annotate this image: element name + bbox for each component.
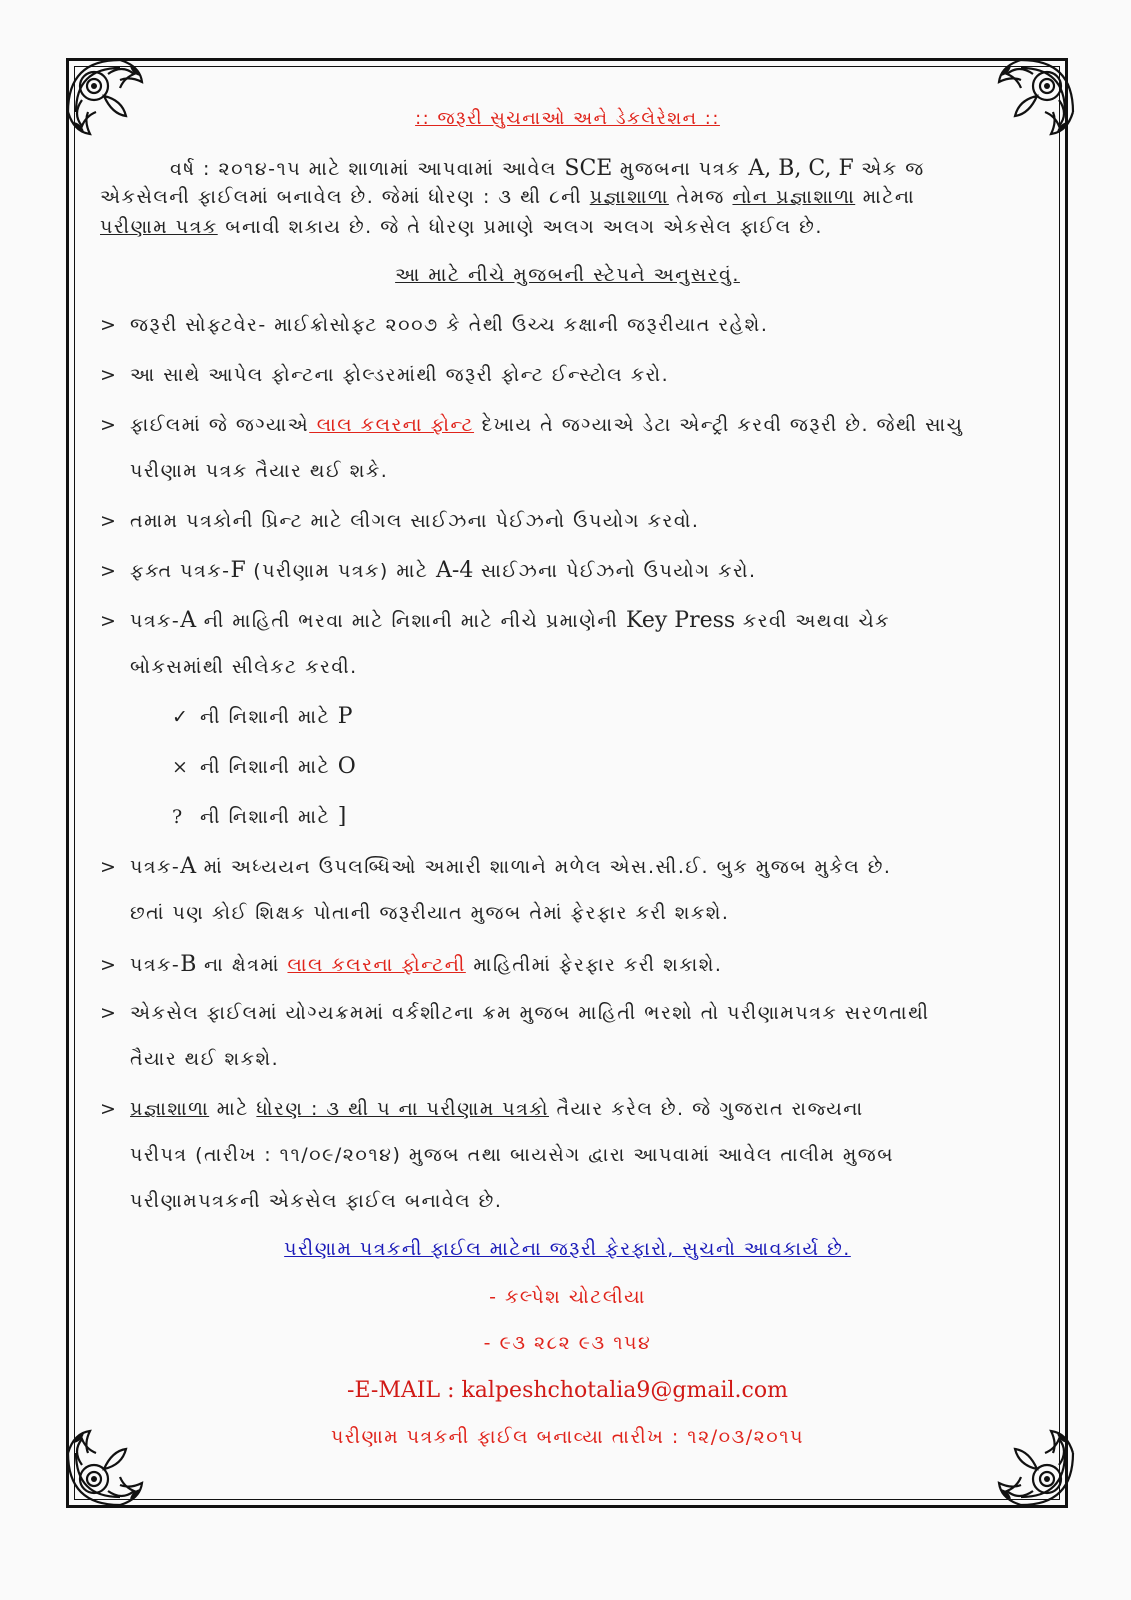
author-name: - કલ્પેશ ચોટલીયા (489, 1286, 646, 1308)
bullet: > (100, 364, 118, 386)
item-text: એકસેલ ફાઈલમાં યોગ્યક્રમમાં વર્કશીટના ક્રમ મુજબ માહિતી ભરશો તો પરીણામપત્રક સરળતાથી (130, 1002, 930, 1024)
bullet: > (100, 314, 118, 336)
intro-line-2 (100, 186, 915, 208)
intro-patrak-list: A, B, C, F (748, 156, 854, 181)
intro-text: તેમજ (676, 186, 725, 208)
bullet: > (100, 1002, 118, 1024)
item-text: જરૂરી સોફ્ટવેર- માઈક્રોસોફ્ટ ૨૦૦૭ કે તેથી ઉચ્ચ કક્ષાની જરૂરીયાત રહેશે. (130, 314, 769, 336)
author-email[interactable]: -E-MAIL : kalpeshchotalia9@gmail.com (347, 1378, 788, 1403)
item-text: માહિતીમાં ફેરફાર કરી શકાશે. (473, 954, 723, 976)
item-text: માટે (216, 1098, 249, 1120)
item-underlined: પ્રજ્ઞાશાળા (130, 1098, 210, 1120)
red-font-highlight: લાલ કલરના ફોન્ટ (309, 414, 475, 436)
check-mark-icon: ✓ (172, 706, 190, 728)
list-item (100, 952, 722, 977)
item-text: તમામ પત્રકોની પ્રિન્ટ માટે લીગલ સાઈઝના પેઈઝનો ઉપયોગ કરવો. (130, 510, 700, 532)
list-item (100, 414, 963, 436)
feedback-note: પરીણામ પત્રકની ફાઈલ માટેના જરૂરી ફેરફારો, સુચનો આવકાર્ય છે. (284, 1238, 851, 1260)
item-text: ફાઈલમાં જે જગ્યાએ (130, 414, 310, 436)
list-item-continuation: પરીપત્ર (તારીખ : ૧૧/૦૯/૨૦૧૪) મુજબ તથા બાયસેગ દ્વારા આપવામાં આવેલ તાલીમ મુજબ (130, 1144, 895, 1166)
corner-ornament-icon (963, 1395, 1081, 1513)
intro-result-patrak: પરીણામ પત્રક (100, 216, 218, 238)
list-item (100, 364, 669, 386)
list-item-continuation: છતાં પણ કોઈ શિક્ષક પોતાની જરૂરીયાત મુજબ તેમાં ફેરફાર કરી શકશે. (130, 902, 730, 924)
intro-non-pragnashala: નોન પ્રજ્ઞાશાળા (732, 186, 856, 208)
item-text: ની નિશાની માટે (200, 806, 331, 828)
item-latin: A (180, 608, 197, 633)
key-mapping-row (172, 704, 353, 729)
item-text: દેખાય તે જગ્યાએ ડેટા એન્ટ્રી કરવી જરૂરી છે. જેથી સાચુ (481, 414, 964, 436)
bullet: > (100, 510, 118, 532)
intro-text: એક જ (861, 158, 925, 180)
intro-line-1 (170, 156, 925, 181)
intro-sce: SCE (564, 156, 613, 181)
list-item (100, 1098, 864, 1120)
list-item-continuation: તૈયાર થઈ શકશે. (130, 1048, 280, 1070)
created-date: પરીણામ પત્રકની ફાઈલ બનાવ્યા તારીખ : ૧૨/૦૩/૨૦૧૫ (330, 1426, 805, 1448)
item-text: પત્રક- (130, 610, 181, 632)
item-latin: A-4 (436, 558, 474, 583)
item-text: ના ક્ષેત્રમાં (204, 954, 280, 976)
item-latin: B (180, 952, 197, 977)
item-text: તૈયાર કરેલ છે. જે ગુજરાત રાજ્યના (556, 1098, 864, 1120)
item-text: પત્રક- (130, 954, 181, 976)
bullet: > (100, 954, 118, 976)
key-mapping-row (172, 804, 346, 829)
bullet: > (100, 560, 118, 582)
red-font-highlight: લાલ કલરના ફોન્ટની (287, 954, 466, 976)
item-text: પત્રક- (130, 856, 181, 878)
page-heading: :: જરૂરી સુચનાઓ અને ડેકલેરેશન :: (415, 108, 720, 129)
item-text: આ સાથે આપેલ ફોન્ટના ફોલ્ડરમાંથી જરૂરી ફોન્ટ ઈન્સ્ટોલ કરો. (130, 364, 670, 386)
item-text: ની નિશાની માટે (200, 706, 331, 728)
list-item-continuation: પરીણામ પત્રક તૈયાર થઈ શકે. (130, 460, 389, 482)
intro-text: બનાવી શકાય છે. જે તે ધોરણ પ્રમાણે અલગ અલગ એકસેલ ફાઈલ છે. (225, 216, 823, 238)
intro-text: મુજબના પત્રક (619, 158, 741, 180)
list-item-continuation: બોકસમાંથી સીલેકટ કરવી. (130, 656, 358, 678)
author-phone: - ૯૩ ૨૮૨ ૯૩ ૧૫૪ (483, 1332, 652, 1354)
item-latin: F (230, 558, 246, 583)
key-letter: O (337, 754, 356, 779)
corner-ornament-icon (60, 1395, 178, 1513)
list-item-continuation: પરીણામપત્રકની એકસેલ ફાઈલ બનાવેલ છે. (130, 1190, 503, 1212)
item-text: માં અધ્યયન ઉપલબ્ધિઓ અમારી શાળાને મળેલ એસ.સી.ઈ. બુક મુજબ મુકેલ છે. (203, 856, 892, 878)
list-item (100, 558, 757, 583)
list-item (100, 510, 699, 532)
key-letter: ] (337, 804, 347, 829)
item-text: ફક્ત પત્રક- (130, 560, 231, 582)
intro-line-3 (100, 216, 823, 238)
list-item (100, 1002, 930, 1024)
key-mapping-row (172, 754, 356, 779)
intro-text: માટેના (862, 186, 916, 208)
item-text: (પરીણામ પત્રક) માટે (253, 560, 429, 582)
list-item (100, 854, 891, 879)
cross-mark-icon: × (172, 756, 190, 778)
item-text: ની માહિતી ભરવા માટે નિશાની માટે નીચે પ્રમાણેની (203, 610, 619, 632)
item-latin: Key Press (626, 608, 736, 633)
steps-heading: આ માટે નીચે મુજબની સ્ટેપને અનુસરવું. (395, 264, 740, 286)
item-text: સાઈઝના પેઈઝનો ઉપયોગ કરો. (480, 560, 757, 582)
item-text: કરવી અથવા ચેક (742, 610, 891, 632)
bullet: > (100, 856, 118, 878)
bullet: > (100, 1098, 118, 1120)
list-item (100, 608, 890, 633)
item-latin: A (180, 854, 197, 879)
intro-text: વર્ષ : ૨૦૧૪-૧૫ માટે શાળામાં આપવામાં આવેલ (170, 158, 557, 180)
item-text: ની નિશાની માટે (200, 756, 331, 778)
intro-pragnashala: પ્રજ્ઞાશાળા (589, 186, 669, 208)
bullet: > (100, 610, 118, 632)
key-letter: P (337, 704, 353, 729)
bullet: > (100, 414, 118, 436)
intro-text: એકસેલની ફાઈલમાં બનાવેલ છે. જેમાં ધોરણ : ૩ થી ૮ની (100, 186, 583, 208)
question-mark-icon: ? (172, 806, 184, 828)
item-underlined: ધોરણ : ૩ થી ૫ ના પરીણામ પત્રકો (256, 1098, 549, 1120)
list-item (100, 314, 768, 336)
